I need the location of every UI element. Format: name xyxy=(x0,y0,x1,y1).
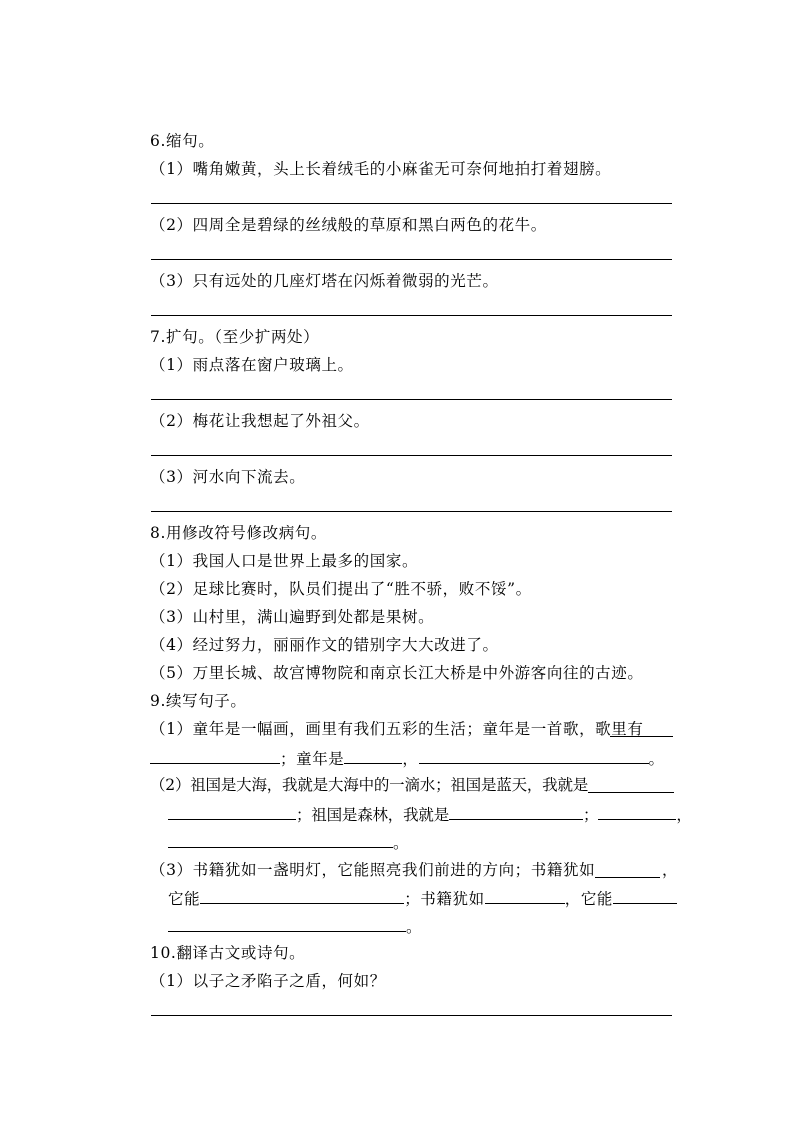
q7-item-2: （2）梅花让我想起了外祖父。 xyxy=(150,412,370,430)
fill-blank[interactable] xyxy=(150,747,280,764)
q9-s2-text-a: （2）祖国是大海，我就是大海中的一滴水；祖国是蓝天，我就是 xyxy=(150,776,589,794)
q9-s2-text-c: ； xyxy=(583,806,599,824)
answer-line xyxy=(151,203,672,204)
answer-line xyxy=(151,511,672,512)
q6-item-3: （3）只有远处的几座灯塔在闪烁着微弱的光芒。 xyxy=(150,272,499,290)
answer-line xyxy=(151,315,672,316)
fill-blank[interactable] xyxy=(344,747,402,764)
q6-item-2: （2）四周全是碧绿的丝绒般的草原和黑白两色的花牛。 xyxy=(150,216,547,234)
q9-s3-text-b: ， xyxy=(662,861,679,879)
q9-sentence-1-line-1 xyxy=(150,719,643,739)
q8-item-3: （3）山村里，满山遍野到处都是果树。 xyxy=(150,608,435,626)
fill-blank[interactable] xyxy=(419,747,649,764)
q10-item-1: （1）以子之矛陷子之盾，何如？ xyxy=(150,972,386,990)
q7-item-3: （3）河水向下流去。 xyxy=(150,468,306,486)
q9-sentence-1-line-2 xyxy=(150,747,665,769)
q8-item-2: （2）足球比赛时，队员们提出了“胜不骄，败不馁”。 xyxy=(150,580,532,598)
answer-line xyxy=(151,259,672,260)
answer-line xyxy=(151,399,672,400)
q9-s3-text-end: 。 xyxy=(406,918,423,936)
q8-title: 8.用修改符号修改病句。 xyxy=(150,524,327,542)
fill-blank[interactable] xyxy=(610,736,673,737)
q9-title: 9.续写句子。 xyxy=(150,692,247,710)
q9-sentence-3-line-2 xyxy=(168,887,677,909)
q9-s2-text-d: ， xyxy=(676,806,692,824)
q7-title: 7.扩句。（至少扩两处） xyxy=(150,328,320,346)
q9-s1-text-end: 。 xyxy=(648,750,665,768)
fill-blank[interactable] xyxy=(168,831,393,848)
q9-sentence-2-line-2 xyxy=(168,803,692,825)
q9-sentence-3-line-1 xyxy=(150,860,595,880)
fill-blank[interactable] xyxy=(588,792,674,793)
q9-s1-text-a: （1）童年是一幅画，画里有我们五彩的生活；童年是一首歌，歌里有 xyxy=(150,720,644,738)
fill-blank[interactable] xyxy=(598,803,676,820)
q8-item-1: （1）我国人口是世界上最多的国家。 xyxy=(150,552,419,570)
q6-title: 6.缩句。 xyxy=(150,132,215,150)
q8-item-4: （4）经过努力，丽丽作文的错别字大大改进了。 xyxy=(150,636,499,654)
q9-sentence-3-line-3 xyxy=(168,915,422,937)
q7-item-1: （1）雨点落在窗户玻璃上。 xyxy=(150,356,354,374)
fill-blank[interactable] xyxy=(613,887,677,904)
q10-title: 10.翻译古文或诗句。 xyxy=(150,944,306,962)
q6-item-1: （1）嘴角嫩黄，头上长着绒毛的小麻雀无可奈何地拍打着翅膀。 xyxy=(150,160,612,178)
q9-s1-text-b: ；童年是 xyxy=(280,750,345,768)
answer-line xyxy=(151,455,672,456)
q9-s3-text-d: ；书籍犹如 xyxy=(404,890,485,908)
answer-line xyxy=(151,1015,672,1016)
fill-blank[interactable] xyxy=(485,887,565,904)
q8-item-5: （5）万里长城、故宫博物院和南京长江大桥是中外游客向往的古迹。 xyxy=(150,664,644,682)
q9-s2-text-end: 。 xyxy=(393,834,410,852)
q9-s3-text-e: ，它能 xyxy=(564,890,614,908)
q9-s1-text-c: ， xyxy=(402,750,419,768)
fill-blank[interactable] xyxy=(168,915,406,932)
q9-sentence-2-line-3 xyxy=(168,831,409,853)
fill-blank[interactable] xyxy=(595,877,660,878)
q9-sentence-2-line-1 xyxy=(150,775,588,795)
q9-s3-text-c: 它能 xyxy=(168,890,201,908)
q9-s3-text-a: （3）书籍犹如一盏明灯，它能照亮我们前进的方向；书籍犹如 xyxy=(150,861,596,879)
q9-s2-text-b: ；祖国是森林，我就是 xyxy=(296,806,450,824)
fill-blank[interactable] xyxy=(200,887,404,904)
fill-blank[interactable] xyxy=(168,803,296,820)
fill-blank[interactable] xyxy=(449,803,583,820)
